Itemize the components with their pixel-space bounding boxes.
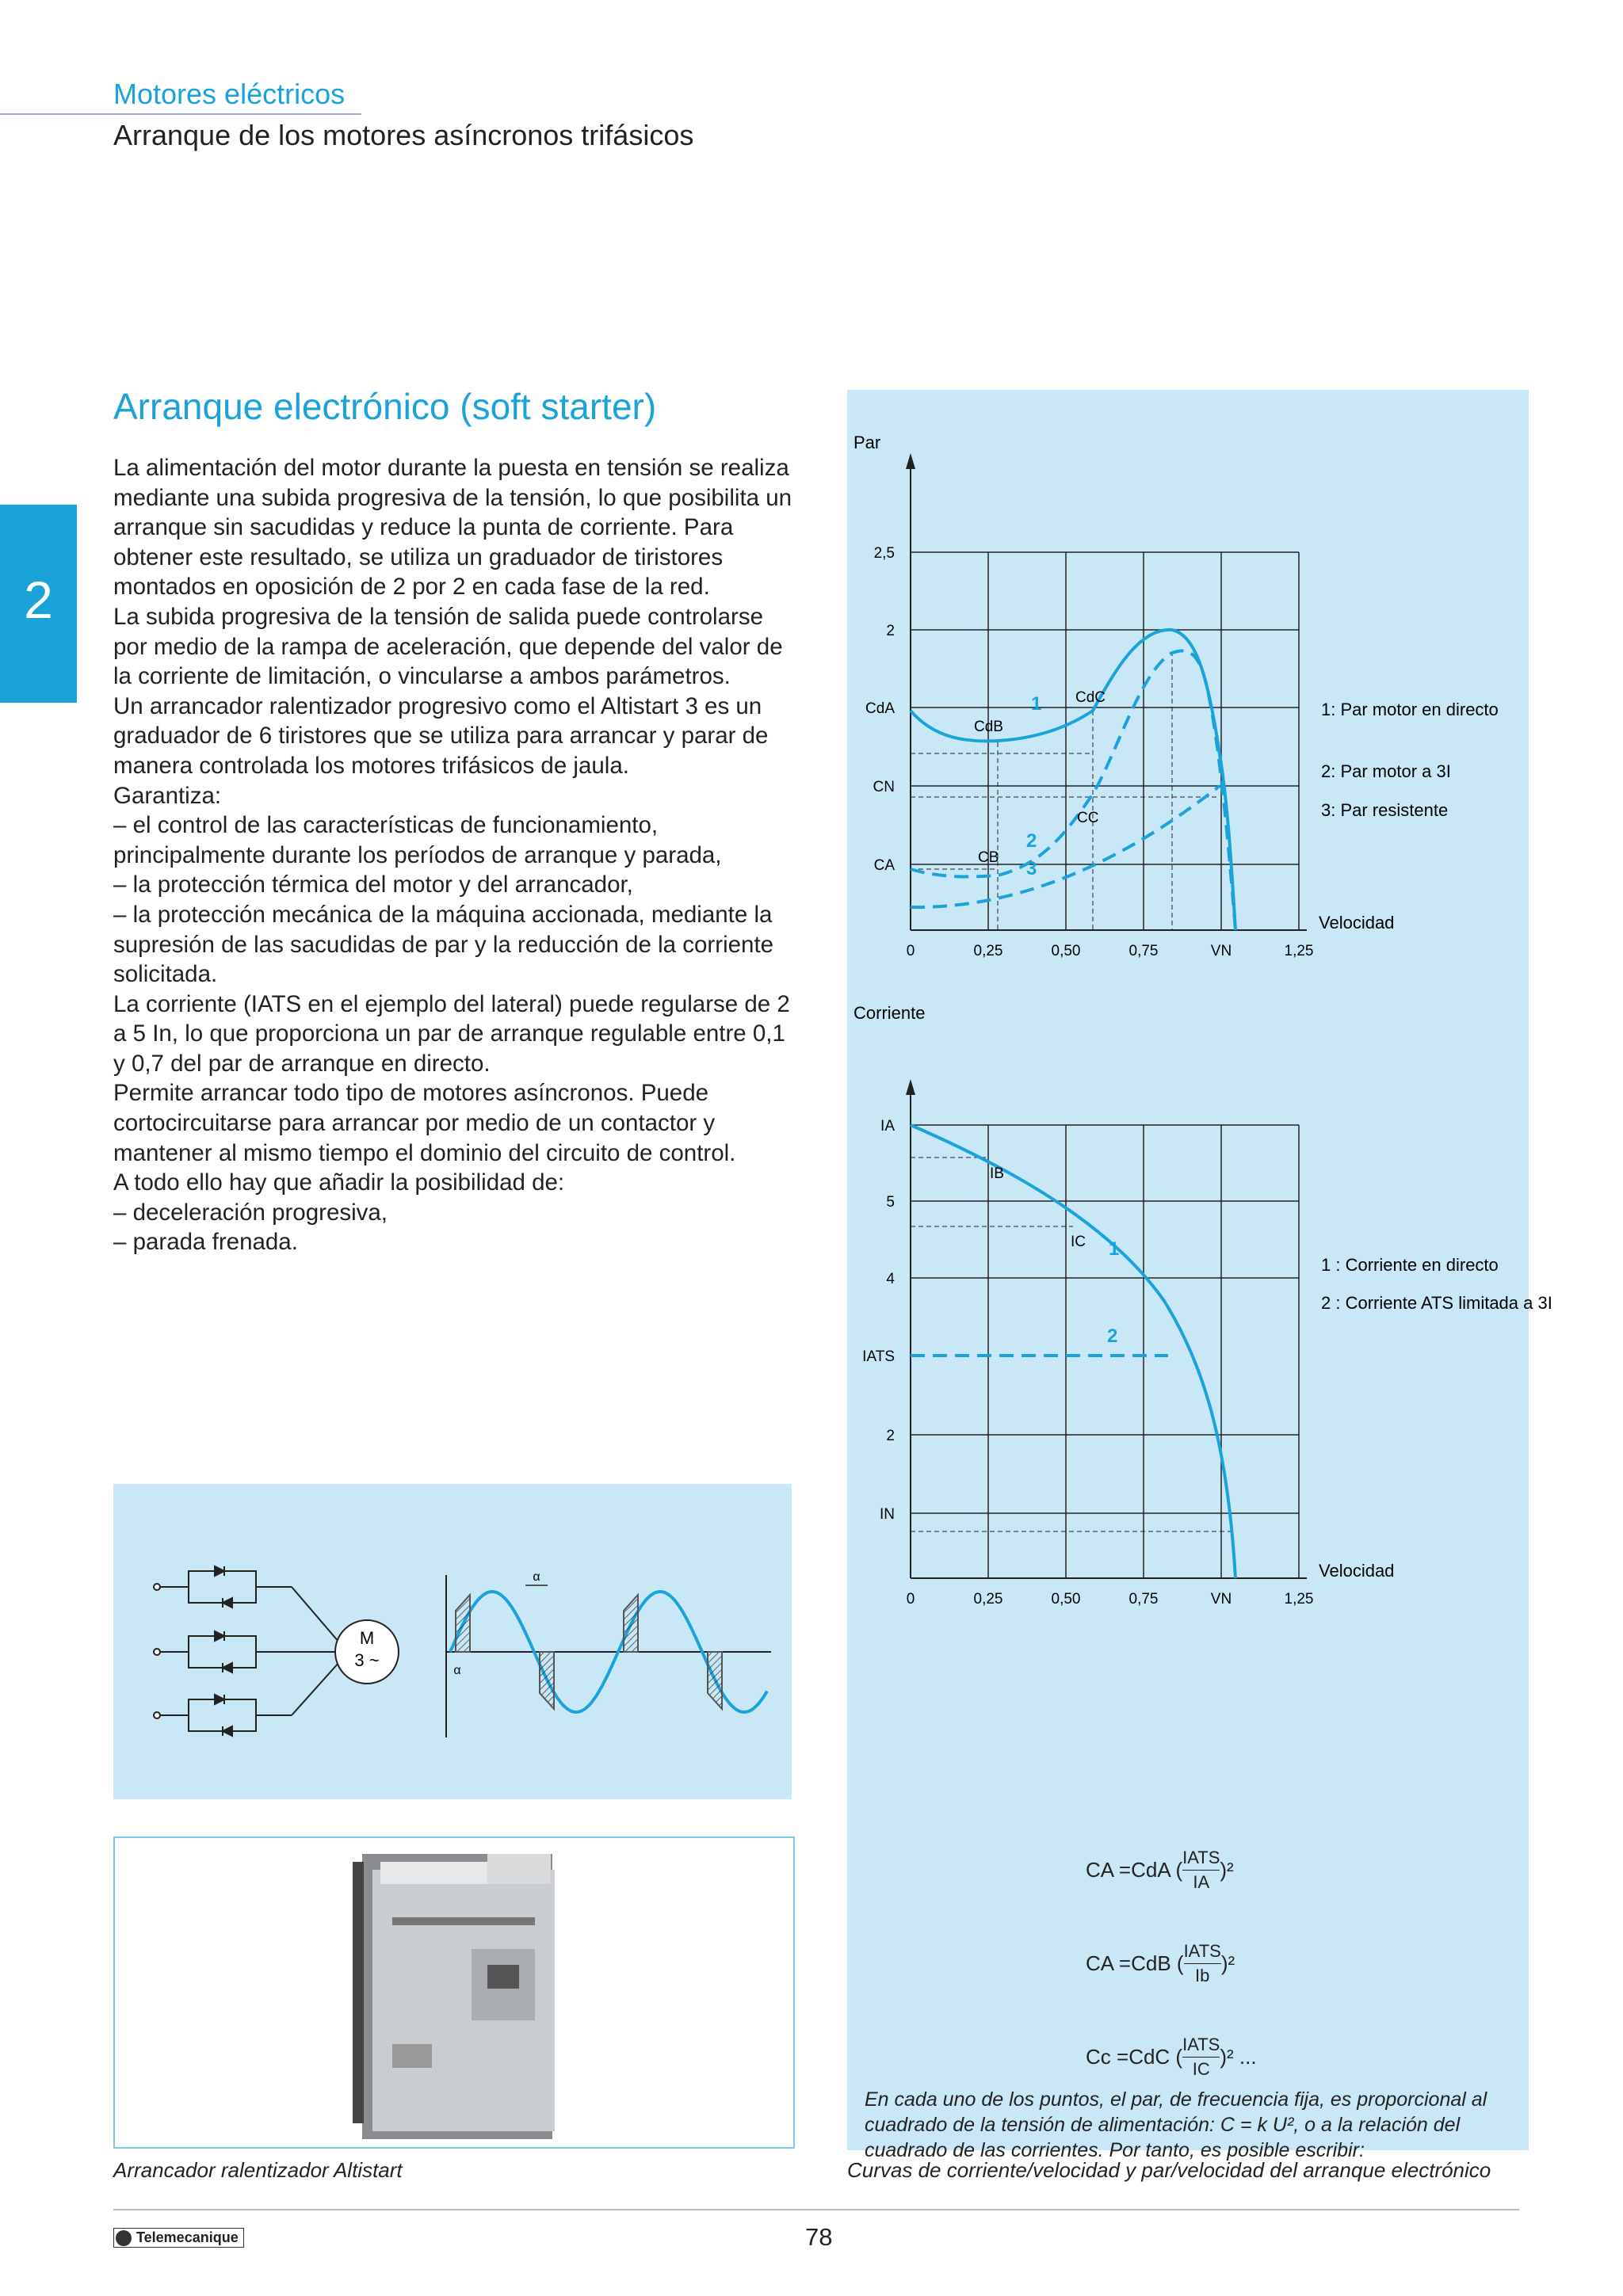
formula-fraction [1182, 1846, 1220, 1894]
footer-rule [113, 2209, 1519, 2210]
formula-coef: CdA ( [1131, 1858, 1183, 1882]
formula-numerator: IATS [1184, 1939, 1221, 1964]
page-subtitle: Arranque de los motores asíncronos trifásicos [113, 119, 694, 151]
x-tick-label: 0,50 [1051, 1591, 1081, 1608]
x-tick-label: VN [1210, 943, 1232, 959]
motor-phase-label: 3 ~ [354, 1650, 380, 1670]
series-marker-3: 3 [1026, 858, 1037, 879]
x-tick-label: 0,75 [1128, 943, 1159, 959]
series-marker-1: 1 [1109, 1238, 1120, 1260]
brand-logo [113, 2228, 244, 2248]
paragraph: Permite arrancar todo tipo de motores asíncronos. Puede cortocircuitarse para arrancar por medio de un contactor y mantener al mismo tiempo el dominio del circuito de control. [113, 1080, 736, 1166]
formula-close: )² [1220, 1951, 1235, 1975]
brand-icon [116, 2230, 132, 2246]
x-tick-label: 1,25 [1284, 1591, 1314, 1608]
y-tick-label: IN [880, 1506, 895, 1523]
alpha-label: α [453, 1664, 461, 1677]
x-tick-label: 0,75 [1128, 1591, 1159, 1608]
y-axis-arrow [906, 453, 915, 469]
y-tick-label: IA [880, 1118, 895, 1135]
x-tick-label: 1,25 [1284, 943, 1314, 959]
y-tick-label: 5 [886, 1194, 895, 1211]
x-tick-label: 0,25 [973, 1591, 1003, 1608]
paragraph: Un arrancador ralentizador progresivo como el Altistart 3 es un graduador de 6 tiristores que se utiliza para arrancar y parar de manera controlada los motores trifásicos de jaula. [113, 692, 769, 779]
point-label: IB [990, 1165, 1004, 1182]
paragraph: La subida progresiva de la tensión de salida puede controlarse por medio de la rampa de aceleración, que depende del valor de la corriente de limitación, o vincularse a ambos parámetros. [113, 603, 783, 690]
paragraph: – parada frenada. [113, 1229, 298, 1256]
point-label: CdC [1075, 689, 1106, 706]
formula [1086, 1846, 1234, 1894]
photo-frame [113, 1836, 795, 2149]
thyristor-schematic [113, 1484, 792, 1799]
brand-name: Telemecanique [136, 2229, 239, 2245]
chapter-tab[interactable]: 2 [0, 505, 77, 703]
motor-label: M [359, 1628, 375, 1648]
point-label: IC [1071, 1234, 1086, 1250]
formula-lhs: CA = [1086, 1951, 1132, 1975]
formula-fraction [1182, 2033, 1220, 2081]
section-title: Motores eléctricos [113, 78, 346, 110]
y-axis-arrow [906, 1079, 915, 1095]
y-axis-label: Corriente [854, 1003, 926, 1023]
formula-numerator: IATS [1182, 1846, 1220, 1871]
paragraph: A todo ello hay que añadir la posibilidad de: [113, 1169, 565, 1196]
paragraph: Garantiza: [113, 782, 222, 809]
formula-coef: CdC ( [1128, 2045, 1183, 2069]
formula [1086, 2033, 1257, 2081]
paragraph: – deceleración progresiva, [113, 1199, 388, 1226]
legend-entry: 1: Par motor en directo [1321, 700, 1499, 719]
paragraph: La alimentación del motor durante la puesta en tensión se realiza mediante una subida progresiva de la tensión, lo que posibilita un arranque sin sacudidas y reduce la punta de corriente. Para obtener este resultado, se utiliza un graduador de tiristores montados en oposición de 2 por 2 en cada fase de la red. [113, 455, 792, 601]
y-tick-label: 2 [886, 623, 895, 639]
y-tick-label: 4 [886, 1271, 895, 1287]
formula-lhs: CA = [1086, 1858, 1132, 1882]
alpha-label: α [533, 1570, 540, 1584]
x-tick-label: 0 [906, 943, 915, 959]
formula-lhs: Cc = [1086, 2045, 1129, 2069]
series-marker-2: 2 [1107, 1325, 1118, 1347]
y-tick-label: 2,5 [873, 545, 895, 562]
formula [1086, 1939, 1235, 1988]
series-line-3 [911, 786, 1220, 907]
legend-entry: 2: Par motor a 3I [1321, 761, 1451, 781]
phase-line [154, 1566, 339, 1642]
series-line-2 [911, 650, 1235, 930]
x-axis-label: Velocidad [1319, 913, 1395, 933]
altistart-photo [115, 1838, 793, 2147]
y-tick-label: CN [873, 779, 895, 795]
formula-numerator: IATS [1182, 2033, 1220, 2058]
x-tick-label: 0 [906, 1591, 915, 1608]
schematic-panel [113, 1484, 792, 1799]
series-marker-2: 2 [1026, 830, 1037, 852]
point-label: CB [978, 849, 999, 866]
x-tick-label: 0,25 [973, 943, 1003, 959]
x-tick-label: VN [1210, 1591, 1232, 1608]
voltage-waveform [446, 1570, 771, 1737]
paragraph: La corriente (IATS en el ejemplo del lateral) puede regularse de 2 a 5 In, lo que proporciona un par de arranque regulable entre 0,1 y 0,7 del par de arranque en directo. [113, 990, 790, 1077]
formula-denominator: Ib [1195, 1966, 1210, 1985]
y-tick-label: IATS [862, 1348, 895, 1365]
series-line-1 [911, 1125, 1235, 1578]
formula-fraction [1184, 1939, 1221, 1988]
formula-coef: CdB ( [1131, 1951, 1184, 1975]
article-title: Arranque electrónico (soft starter) [113, 386, 657, 427]
formula-denominator: IC [1192, 2059, 1210, 2079]
series-marker-1: 1 [1031, 693, 1042, 715]
y-tick-label: CdA [865, 700, 895, 717]
point-label: CC [1077, 810, 1099, 826]
series-line-1 [911, 630, 1235, 930]
y-tick-label: CA [873, 857, 895, 874]
phase-line [154, 1631, 337, 1672]
article-body [113, 453, 795, 1257]
paragraph: – el control de las características de funcionamiento, principalmente durante los períodos de arranque y parada, [113, 812, 722, 868]
paragraph: – la protección mecánica de la máquina accionada, mediante la supresión de las sacudidas de par y la reducción de la corriente solicitada. [113, 901, 774, 988]
header-rule [0, 113, 361, 115]
phase-line [154, 1662, 339, 1736]
point-label: CdB [974, 719, 1003, 735]
chart-note: En cada uno de los puntos, el par, de frecuencia fija, es proporcional al cuadrado de la tensión de alimentación: C = k U², o a la relación del cuadrado de las corrientes. Por tanto, es posible escribir: [865, 2088, 1487, 2161]
x-axis-label: Velocidad [1319, 1561, 1395, 1581]
photo-caption: Arrancador ralentizador Altistart [113, 2158, 403, 2182]
formula-close: )² [1220, 1858, 1234, 1882]
formula-denominator: IA [1193, 1872, 1210, 1892]
x-tick-label: 0,50 [1051, 943, 1081, 959]
page-number: 78 [805, 2223, 833, 2251]
y-tick-label: 2 [886, 1428, 895, 1444]
legend-entry: 3: Par resistente [1321, 800, 1449, 820]
paragraph: – la protección térmica del motor y del arrancador, [113, 871, 633, 898]
formula-close: )² ... [1220, 2045, 1257, 2069]
chart-caption: Curvas de corriente/velocidad y par/velocidad del arranque electrónico [847, 2158, 1491, 2182]
legend-entry: 2 : Corriente ATS limitada a 3I [1321, 1293, 1552, 1313]
legend-entry: 1 : Corriente en directo [1321, 1255, 1499, 1275]
y-axis-label: Par [854, 433, 881, 452]
